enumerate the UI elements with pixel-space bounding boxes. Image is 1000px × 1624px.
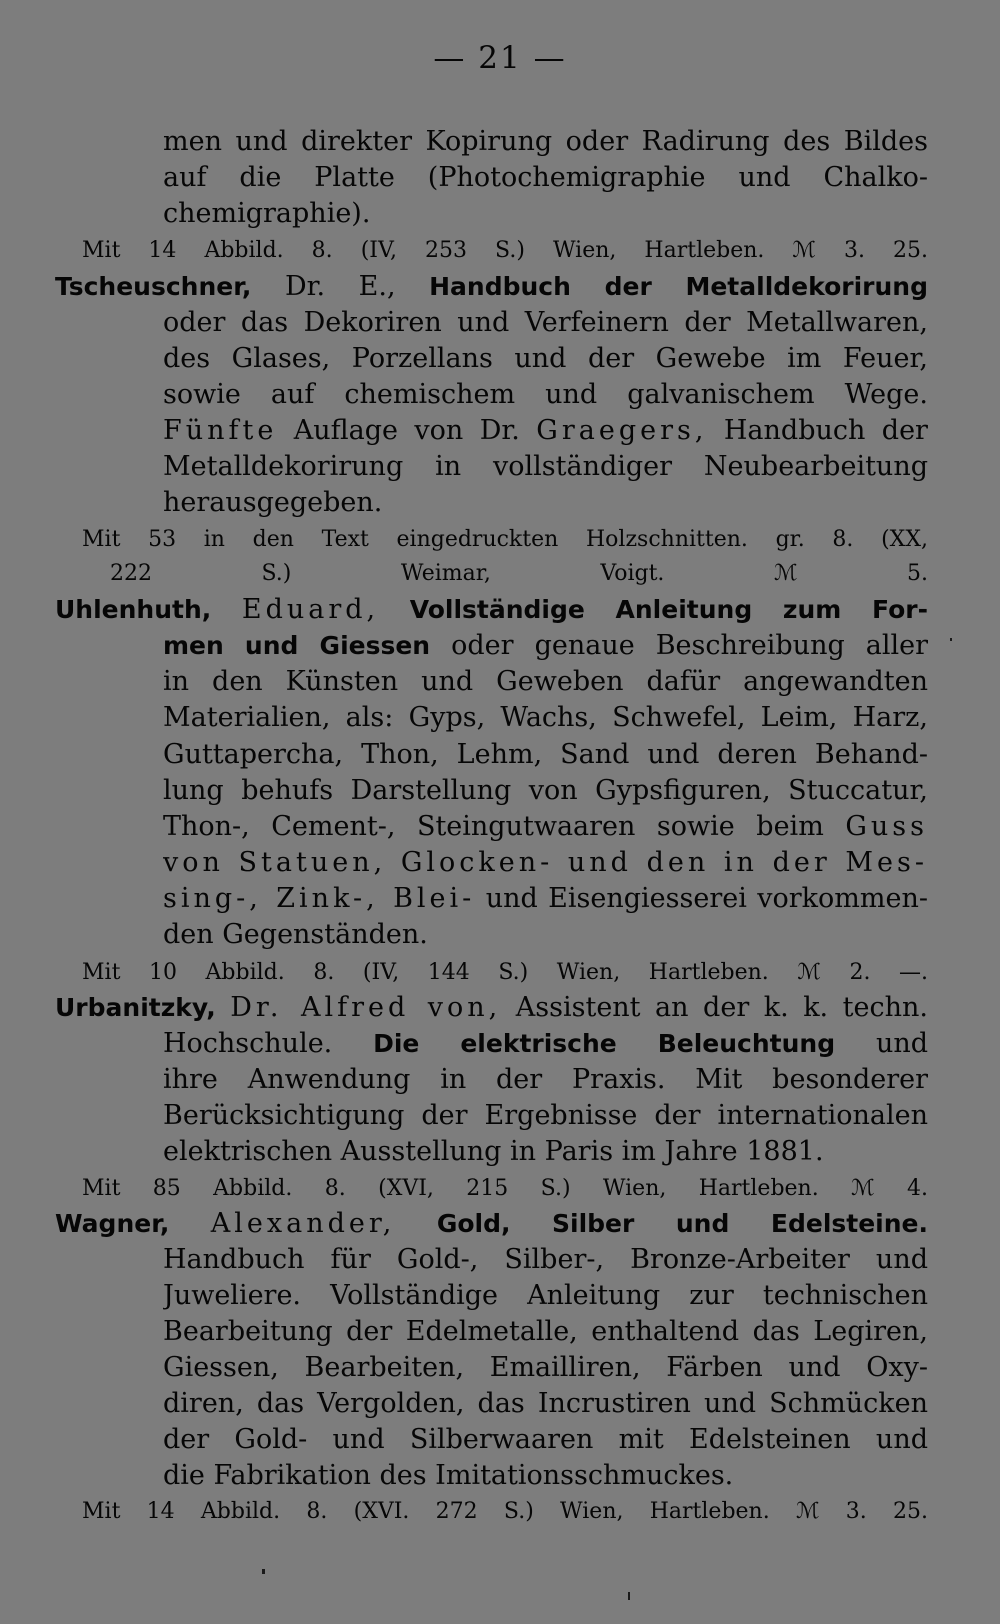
imprint-line: Mit 10 Abbild. 8. (IV, 144 S.) Wien, Hartleben. ℳ 2. —. (82, 960, 928, 985)
text-line: ihre Anwendung in der Praxis. Mit besonderer (163, 1064, 928, 1095)
text-line: Hochschule. Die elektrische Beleuchtung und (163, 1028, 928, 1059)
text-line: Berücksichtigung der Ergebnisse der internationalen (163, 1100, 928, 1131)
book-title: Die elektrische Beleuchtung (373, 1029, 836, 1058)
entry-heading-wagner: Wagner, Alexander, Gold, Silber und Edelsteine. (55, 1208, 928, 1239)
text-line: diren, das Vergolden, das Incrustiren und Schmücken (163, 1388, 928, 1419)
text-line: lung behufs Darstellung von Gypsfiguren, Stuccatur, (163, 775, 928, 806)
text-line: men und direkter Kopirung oder Radirung des Bildes (163, 126, 928, 157)
text-line: Metalldekorirung in vollständiger Neubearbeitung (163, 451, 928, 482)
text-line: in den Künsten und Geweben dafür angewandten (163, 666, 928, 697)
text-line: herausgegeben. (163, 487, 383, 518)
book-title: Handbuch der Metalldekorirung (429, 272, 928, 301)
imprint-line: 222 S.) Weimar, Voigt. ℳ 5. (110, 561, 928, 586)
page-number: — 21 — (433, 40, 567, 76)
text-line: den Gegenständen. (163, 919, 428, 950)
book-title: Vollständige Anleitung zum For- (409, 595, 928, 624)
entry-heading-uhlenhuth: Uhlenhuth, Eduard, Vollständige Anleitung zum For- (55, 594, 928, 625)
text-line: men und Giessen oder genaue Beschreibung aller (163, 630, 928, 661)
author-name: Tscheuschner, (55, 272, 252, 301)
text-line: chemigraphie). (163, 198, 371, 229)
text-line: Giessen, Bearbeiten, Emailliren, Färben und Oxy- (163, 1352, 928, 1383)
text-line: sowie auf chemischem und galvanischem Wege. (163, 379, 928, 410)
entry-heading-tscheuschner: Tscheuschner, Dr. E., Handbuch der Metalldekorirung (55, 271, 928, 302)
text-line: Guttapercha, Thon, Lehm, Sand und deren Behand- (163, 739, 928, 770)
text-line: der Gold- und Silberwaaren mit Edelsteinen und (163, 1424, 928, 1455)
text-line: elektrischen Ausstellung in Paris im Jahre 1881. (163, 1136, 824, 1167)
author-name: Wagner, (55, 1209, 170, 1238)
text-line: Juweliere. Vollständige Anleitung zur technischen (163, 1280, 928, 1311)
text-line: Fünfte Auflage von Dr. Graegers, Handbuch der (163, 415, 928, 446)
text-line: Materialien, als: Gyps, Wachs, Schwefel, Leim, Harz, (163, 702, 928, 733)
book-title: Gold, Silber und Edelsteine. (436, 1209, 928, 1238)
author-name: Uhlenhuth, (55, 595, 212, 624)
text-line: des Glases, Porzellans und der Gewebe im Feuer, (163, 343, 928, 374)
scan-speck (262, 1569, 265, 1574)
text-line: Bearbeitung der Edelmetalle, enthaltend das Legiren, (163, 1316, 928, 1347)
entry-heading-urbanitzky: Urbanitzky, Dr. Alfred von, Assistent an der k. k. techn. (55, 992, 928, 1023)
imprint-line: Mit 85 Abbild. 8. (XVI, 215 S.) Wien, Hartleben. ℳ 4. (82, 1176, 928, 1201)
text-line: von Statuen, Glocken- und den in der Mes- (163, 847, 928, 878)
scan-speck (628, 1592, 630, 1600)
author-name: Urbanitzky, (55, 993, 216, 1022)
text-line: die Fabrikation des Imitationsschmuckes. (163, 1460, 734, 1491)
text-line: oder das Dekoriren und Verfeinern der Metallwaren, (163, 307, 928, 338)
imprint-line: Mit 53 in den Text eingedruckten Holzschnitten. gr. 8. (XX, (82, 527, 928, 552)
text-line: Handbuch für Gold-, Silber-, Bronze-Arbeiter und (163, 1244, 928, 1275)
text-line: Thon-, Cement-, Steingutwaaren sowie beim Guss (163, 811, 928, 842)
text-line: auf die Platte (Photochemigraphie und Chalko- (163, 162, 928, 193)
imprint-line: Mit 14 Abbild. 8. (IV, 253 S.) Wien, Hartleben. ℳ 3. 25. (82, 238, 928, 263)
scan-speck (950, 638, 952, 641)
imprint-line: Mit 14 Abbild. 8. (XVI. 272 S.) Wien, Hartleben. ℳ 3. 25. (82, 1499, 928, 1524)
text-line: sing-, Zink-, Blei- und Eisengiesserei vorkommen- (163, 883, 928, 914)
